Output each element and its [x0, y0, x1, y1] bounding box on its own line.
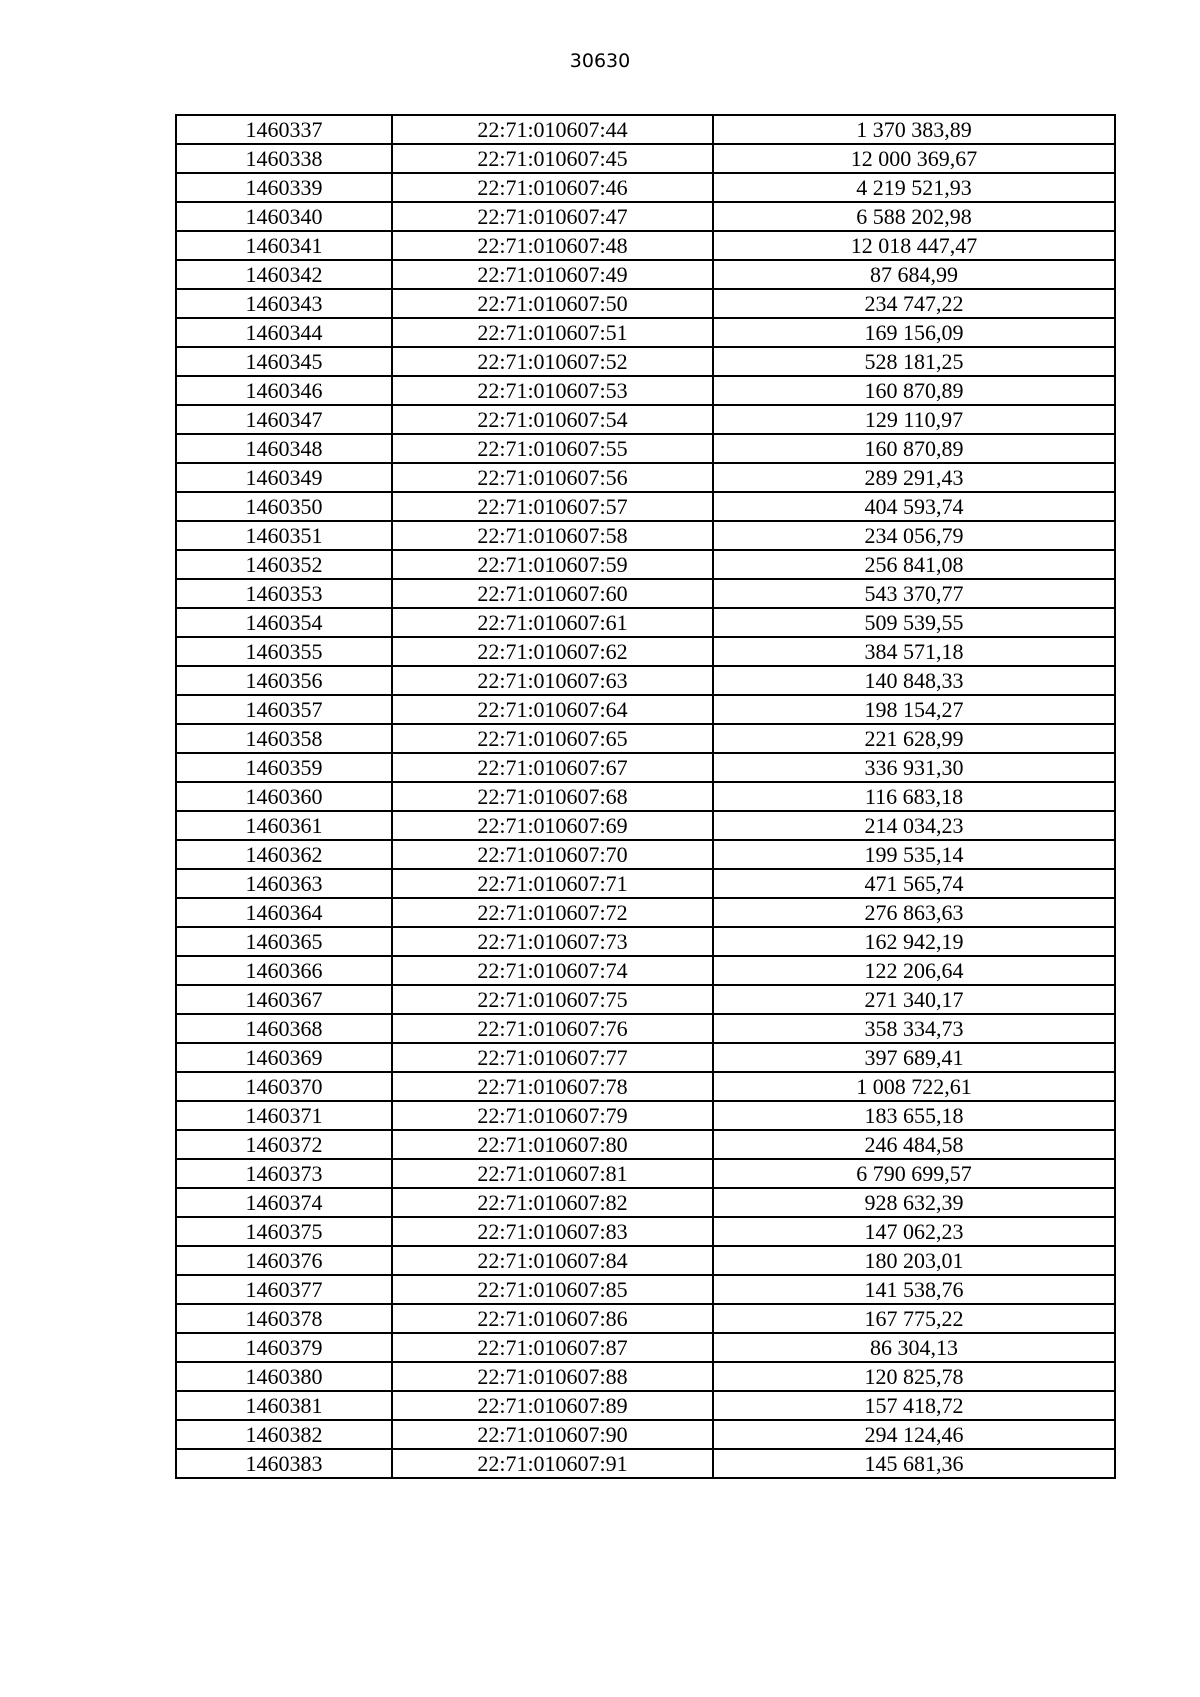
value-cell: 120 825,78	[713, 1362, 1115, 1391]
table-row	[176, 318, 1115, 347]
cadastral-number-cell: 22:71:010607:91	[392, 1449, 713, 1478]
cadastral-number-cell: 22:71:010607:58	[392, 521, 713, 550]
row-id-cell: 1460362	[176, 840, 392, 869]
value-cell: 140 848,33	[713, 666, 1115, 695]
value-cell: 116 683,18	[713, 782, 1115, 811]
table-row	[176, 666, 1115, 695]
value-cell: 145 681,36	[713, 1449, 1115, 1478]
value-cell: 404 593,74	[713, 492, 1115, 521]
cadastral-number-cell: 22:71:010607:88	[392, 1362, 713, 1391]
row-id-cell: 1460365	[176, 927, 392, 956]
row-id-cell: 1460347	[176, 405, 392, 434]
table-row	[176, 1043, 1115, 1072]
table-row	[176, 115, 1115, 144]
table-row	[176, 1275, 1115, 1304]
table-row	[176, 840, 1115, 869]
row-id-cell: 1460366	[176, 956, 392, 985]
value-cell: 528 181,25	[713, 347, 1115, 376]
row-id-cell: 1460340	[176, 202, 392, 231]
table-row	[176, 1101, 1115, 1130]
value-cell: 336 931,30	[713, 753, 1115, 782]
value-cell: 12 018 447,47	[713, 231, 1115, 260]
table-row	[176, 1246, 1115, 1275]
cadastral-number-cell: 22:71:010607:69	[392, 811, 713, 840]
cadastral-number-cell: 22:71:010607:72	[392, 898, 713, 927]
table-row	[176, 1391, 1115, 1420]
row-id-cell: 1460368	[176, 1014, 392, 1043]
value-cell: 122 206,64	[713, 956, 1115, 985]
cadastral-number-cell: 22:71:010607:55	[392, 434, 713, 463]
value-cell: 543 370,77	[713, 579, 1115, 608]
value-cell: 294 124,46	[713, 1420, 1115, 1449]
cadastral-number-cell: 22:71:010607:49	[392, 260, 713, 289]
row-id-cell: 1460378	[176, 1304, 392, 1333]
value-cell: 471 565,74	[713, 869, 1115, 898]
row-id-cell: 1460370	[176, 1072, 392, 1101]
table-row	[176, 1130, 1115, 1159]
cadastral-number-cell: 22:71:010607:64	[392, 695, 713, 724]
cadastral-number-cell: 22:71:010607:51	[392, 318, 713, 347]
cadastral-number-cell: 22:71:010607:76	[392, 1014, 713, 1043]
row-id-cell: 1460367	[176, 985, 392, 1014]
value-cell: 167 775,22	[713, 1304, 1115, 1333]
row-id-cell: 1460343	[176, 289, 392, 318]
value-cell: 6 790 699,57	[713, 1159, 1115, 1188]
cadastral-number-cell: 22:71:010607:78	[392, 1072, 713, 1101]
row-id-cell: 1460355	[176, 637, 392, 666]
cadastral-number-cell: 22:71:010607:79	[392, 1101, 713, 1130]
table-row	[176, 608, 1115, 637]
table-row	[176, 956, 1115, 985]
value-cell: 4 219 521,93	[713, 173, 1115, 202]
table-row	[176, 1449, 1115, 1478]
cadastral-number-cell: 22:71:010607:68	[392, 782, 713, 811]
table-row	[176, 550, 1115, 579]
row-id-cell: 1460350	[176, 492, 392, 521]
value-cell: 86 304,13	[713, 1333, 1115, 1362]
table-row	[176, 782, 1115, 811]
table-row	[176, 898, 1115, 927]
value-cell: 271 340,17	[713, 985, 1115, 1014]
row-id-cell: 1460376	[176, 1246, 392, 1275]
row-id-cell: 1460342	[176, 260, 392, 289]
cadastral-number-cell: 22:71:010607:71	[392, 869, 713, 898]
row-id-cell: 1460373	[176, 1159, 392, 1188]
cadastral-number-cell: 22:71:010607:56	[392, 463, 713, 492]
table-row	[176, 202, 1115, 231]
table-row	[176, 869, 1115, 898]
cadastral-number-cell: 22:71:010607:62	[392, 637, 713, 666]
value-cell: 183 655,18	[713, 1101, 1115, 1130]
value-cell: 157 418,72	[713, 1391, 1115, 1420]
row-id-cell: 1460381	[176, 1391, 392, 1420]
cadastral-number-cell: 22:71:010607:70	[392, 840, 713, 869]
row-id-cell: 1460356	[176, 666, 392, 695]
row-id-cell: 1460380	[176, 1362, 392, 1391]
value-cell: 256 841,08	[713, 550, 1115, 579]
value-cell: 928 632,39	[713, 1188, 1115, 1217]
value-cell: 160 870,89	[713, 376, 1115, 405]
row-id-cell: 1460364	[176, 898, 392, 927]
value-cell: 162 942,19	[713, 927, 1115, 956]
cadastral-number-cell: 22:71:010607:83	[392, 1217, 713, 1246]
cadastral-number-cell: 22:71:010607:53	[392, 376, 713, 405]
cadastral-number-cell: 22:71:010607:85	[392, 1275, 713, 1304]
row-id-cell: 1460344	[176, 318, 392, 347]
value-cell: 180 203,01	[713, 1246, 1115, 1275]
row-id-cell: 1460358	[176, 724, 392, 753]
value-cell: 12 000 369,67	[713, 144, 1115, 173]
value-cell: 87 684,99	[713, 260, 1115, 289]
value-cell: 169 156,09	[713, 318, 1115, 347]
table-row	[176, 144, 1115, 173]
table-row	[176, 1072, 1115, 1101]
value-cell: 141 538,76	[713, 1275, 1115, 1304]
value-cell: 1 008 722,61	[713, 1072, 1115, 1101]
table-row	[176, 376, 1115, 405]
table-row	[176, 260, 1115, 289]
table-row	[176, 1333, 1115, 1362]
row-id-cell: 1460354	[176, 608, 392, 637]
table-row	[176, 173, 1115, 202]
cadastral-number-cell: 22:71:010607:67	[392, 753, 713, 782]
table-row	[176, 1217, 1115, 1246]
cadastral-number-cell: 22:71:010607:77	[392, 1043, 713, 1072]
row-id-cell: 1460379	[176, 1333, 392, 1362]
row-id-cell: 1460371	[176, 1101, 392, 1130]
row-id-cell: 1460374	[176, 1188, 392, 1217]
table-row	[176, 231, 1115, 260]
page-number: 30630	[569, 50, 631, 72]
table-row	[176, 695, 1115, 724]
row-id-cell: 1460357	[176, 695, 392, 724]
value-cell: 234 747,22	[713, 289, 1115, 318]
value-cell: 221 628,99	[713, 724, 1115, 753]
table-row	[176, 579, 1115, 608]
row-id-cell: 1460346	[176, 376, 392, 405]
cadastral-number-cell: 22:71:010607:50	[392, 289, 713, 318]
cadastral-number-cell: 22:71:010607:81	[392, 1159, 713, 1188]
cadastral-number-cell: 22:71:010607:84	[392, 1246, 713, 1275]
value-cell: 199 535,14	[713, 840, 1115, 869]
cadastral-number-cell: 22:71:010607:61	[392, 608, 713, 637]
table-row	[176, 521, 1115, 550]
row-id-cell: 1460359	[176, 753, 392, 782]
cadastral-number-cell: 22:71:010607:65	[392, 724, 713, 753]
cadastral-number-cell: 22:71:010607:54	[392, 405, 713, 434]
cadastral-number-cell: 22:71:010607:60	[392, 579, 713, 608]
row-id-cell: 1460363	[176, 869, 392, 898]
row-id-cell: 1460337	[176, 115, 392, 144]
table-row	[176, 1188, 1115, 1217]
value-cell: 276 863,63	[713, 898, 1115, 927]
table-row	[176, 347, 1115, 376]
row-id-cell: 1460360	[176, 782, 392, 811]
cadastral-number-cell: 22:71:010607:63	[392, 666, 713, 695]
row-id-cell: 1460348	[176, 434, 392, 463]
row-id-cell: 1460338	[176, 144, 392, 173]
data-table	[175, 114, 1116, 1479]
cadastral-number-cell: 22:71:010607:46	[392, 173, 713, 202]
value-cell: 246 484,58	[713, 1130, 1115, 1159]
cadastral-number-cell: 22:71:010607:89	[392, 1391, 713, 1420]
table-row	[176, 927, 1115, 956]
table-row	[176, 1420, 1115, 1449]
value-cell: 198 154,27	[713, 695, 1115, 724]
table-body	[176, 115, 1115, 1478]
cadastral-number-cell: 22:71:010607:59	[392, 550, 713, 579]
row-id-cell: 1460382	[176, 1420, 392, 1449]
table-row	[176, 1304, 1115, 1333]
cadastral-number-cell: 22:71:010607:52	[392, 347, 713, 376]
table-row	[176, 637, 1115, 666]
cadastral-number-cell: 22:71:010607:80	[392, 1130, 713, 1159]
row-id-cell: 1460375	[176, 1217, 392, 1246]
value-cell: 160 870,89	[713, 434, 1115, 463]
table-row	[176, 724, 1115, 753]
row-id-cell: 1460353	[176, 579, 392, 608]
cadastral-number-cell: 22:71:010607:57	[392, 492, 713, 521]
table-row	[176, 1362, 1115, 1391]
row-id-cell: 1460372	[176, 1130, 392, 1159]
row-id-cell: 1460349	[176, 463, 392, 492]
value-cell: 358 334,73	[713, 1014, 1115, 1043]
row-id-cell: 1460341	[176, 231, 392, 260]
row-id-cell: 1460369	[176, 1043, 392, 1072]
value-cell: 6 588 202,98	[713, 202, 1115, 231]
value-cell: 509 539,55	[713, 608, 1115, 637]
value-cell: 129 110,97	[713, 405, 1115, 434]
cadastral-number-cell: 22:71:010607:47	[392, 202, 713, 231]
cadastral-number-cell: 22:71:010607:82	[392, 1188, 713, 1217]
cadastral-number-cell: 22:71:010607:74	[392, 956, 713, 985]
table-row	[176, 492, 1115, 521]
table-row	[176, 1159, 1115, 1188]
value-cell: 397 689,41	[713, 1043, 1115, 1072]
row-id-cell: 1460377	[176, 1275, 392, 1304]
cadastral-number-cell: 22:71:010607:44	[392, 115, 713, 144]
table-row	[176, 753, 1115, 782]
table-row	[176, 289, 1115, 318]
row-id-cell: 1460351	[176, 521, 392, 550]
value-cell: 384 571,18	[713, 637, 1115, 666]
table-row	[176, 811, 1115, 840]
cadastral-number-cell: 22:71:010607:75	[392, 985, 713, 1014]
value-cell: 214 034,23	[713, 811, 1115, 840]
row-id-cell: 1460345	[176, 347, 392, 376]
table-row	[176, 1014, 1115, 1043]
cadastral-number-cell: 22:71:010607:87	[392, 1333, 713, 1362]
table-row	[176, 405, 1115, 434]
table-row	[176, 463, 1115, 492]
row-id-cell: 1460352	[176, 550, 392, 579]
cadastral-number-cell: 22:71:010607:73	[392, 927, 713, 956]
value-cell: 147 062,23	[713, 1217, 1115, 1246]
table-row	[176, 985, 1115, 1014]
value-cell: 1 370 383,89	[713, 115, 1115, 144]
cadastral-number-cell: 22:71:010607:45	[392, 144, 713, 173]
cadastral-number-cell: 22:71:010607:48	[392, 231, 713, 260]
table-row	[176, 434, 1115, 463]
value-cell: 234 056,79	[713, 521, 1115, 550]
cadastral-number-cell: 22:71:010607:90	[392, 1420, 713, 1449]
cadastral-number-cell: 22:71:010607:86	[392, 1304, 713, 1333]
value-cell: 289 291,43	[713, 463, 1115, 492]
row-id-cell: 1460339	[176, 173, 392, 202]
row-id-cell: 1460361	[176, 811, 392, 840]
row-id-cell: 1460383	[176, 1449, 392, 1478]
